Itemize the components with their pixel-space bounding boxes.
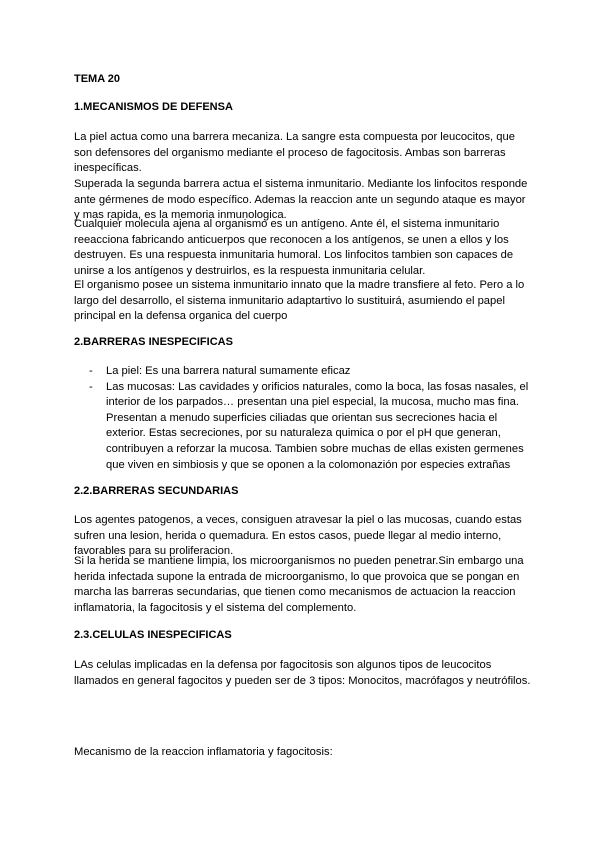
- paragraph: Cualquier molecula ajena al organismo es un antígeno. Ante él, el sistema inmunitario reeacciona fabricando anticuerpos que reconocen a los antígenos, se unen a ellos y los destruyen. Es una respuesta inmunitaria humoral. Los linfocitos tambien son capaces de unirse a los antígenos y destruirlos, es la respuesta inmunitaria celular.: [74, 218, 514, 277]
- paragraph: LAs celulas implicadas en la defensa por fagocitosis son algunos tipos de leucocitos llamados en general fagocitos y pueden ser de 3 tipos: Monocitos, macrófagos y neutrófilos.: [74, 659, 531, 687]
- list-item-text: Las mucosas: Las cavidades y orificios naturales, como la boca, las fosas nasales, el interior de los parpados… presentan una piel especial, la mucosa, mucho mas fina. Presentan a menudo superficies ciliadas que orientan sus secreciones hacia el exterior. Estas secreciones, por su naturaleza quimica o por el pH que generan, contribuyen a reforzar la mucosa. Tambien sobre muchas de ellas existen germenes que viven en simbiosis y que se oponen a la colomonazión por especies extrañas: [106, 380, 529, 471]
- section-heading-mecanismos: 1.MECANISMOS DE DEFENSA: [74, 101, 233, 113]
- dash-bullet-icon: -: [89, 380, 93, 393]
- section-heading-celulas-inespecificas: 2.3.CELULAS INESPECIFICAS: [74, 629, 232, 641]
- closing-line: Mecanismo de la reaccion inflamatoria y fagocitosis:: [74, 746, 333, 758]
- paragraph: Si la herida se mantiene limpia, los microorganismos no pueden penetrar.Sin embargo una herida infectada supone la entrada de microorganismo, lo que provoica que se pongan en marcha las barreras secundarias, que tienen como mecanismos de actuacion la reaccion inflamatoria, la fagocitosis y el sistema del complemento.: [74, 555, 524, 614]
- dash-bullet-icon: -: [89, 365, 93, 377]
- list-item-text: La piel: Es una barrera natural sumamente eficaz: [106, 365, 351, 377]
- paragraph: El organismo posee un sistema inmunitario innato que la madre transfiere al feto. Pero a lo largo del desarrollo, el sistema inmunitario adaptartivo lo sustituirá, asumiendo el papel principal en la defensa organica del cuerpo: [74, 279, 525, 323]
- paragraph: La piel actua como una barrera mecaniza. La sangre esta compuesta por leucocitos, que son defensores del organismo mediante el proceso de fagocitosis. Ambas son barreras inespecíficas.: [74, 131, 515, 175]
- list-item: [74, 380, 534, 474]
- paragraph: Los agentes patogenos, a veces, consiguen atravesar la piel o las mucosas, cuando estas sufren una lesion, herida o quemadura. En estos casos, puede llegar al medio interno, favorables para su proliferacion.: [74, 514, 522, 558]
- paragraph: Superada la segunda barrera actua el sistema inmunitario. Mediante los linfocitos responde ante gérmenes de modo específico. Ademas la reaccion ante un segundo ataque es mayor y mas rapida, es la memoria inmunologica.: [74, 178, 528, 222]
- bullet-list: [74, 364, 534, 473]
- section-heading-barreras-secundarias: 2.2.BARRERAS SECUNDARIAS: [74, 485, 239, 497]
- list-item: [74, 364, 534, 380]
- section-heading-barreras-inespecificas: 2.BARRERAS INESPECIFICAS: [74, 336, 233, 348]
- document-title: TEMA 20: [74, 73, 121, 85]
